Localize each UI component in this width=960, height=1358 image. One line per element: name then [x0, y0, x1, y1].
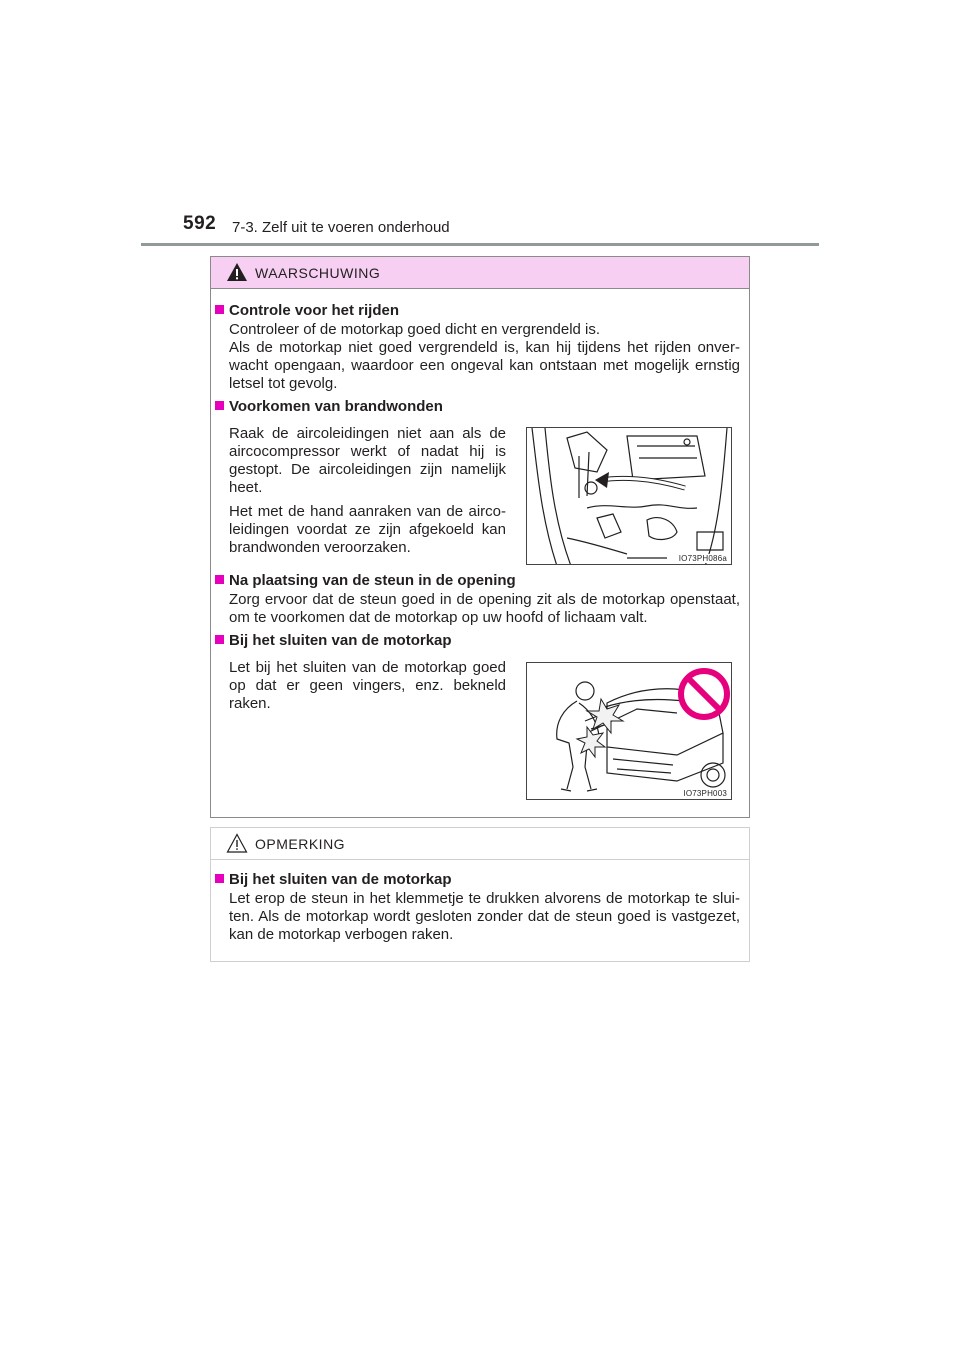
warning-item-text: Raak de aircoleidingen niet aan als de aircocompressor werkt of nadat hij is gestopt. De aircoleidingen zijn namelijk heet. Het met de hand aanraken van de airco-leidingen voordat ze zijn afgekoeld kan brandwonden veroorzaken.: [229, 425, 506, 556]
warning-item-text: Controleer of de motorkap goed dicht en vergrendeld is. Als de motorkap niet goed vergrendeld is, kan hij tijdens het rijden onver-wacht opengaan, waardoor een ongeval kan ontstaan met mogelijk ernstig letsel tot gevolg.: [229, 321, 740, 392]
warning-header: [211, 257, 749, 289]
image-code: IO73PH003: [683, 789, 727, 798]
note-item-text: Let erop de steun in het klemmetje te drukken alvorens de motorkap te slui-ten. Als de motorkap wordt gesloten zonder dat de steun goed is vastgezet, kan de motorkap verbogen raken.: [229, 890, 740, 943]
note-triangle-icon: [226, 833, 248, 853]
prohibition-icon: [677, 667, 731, 721]
header-rule: [141, 243, 819, 246]
engine-bay-illustration: [526, 427, 732, 565]
page-number: 592: [183, 213, 217, 234]
warning-triangle-icon: [226, 262, 248, 282]
warning-item-title: Na plaatsing van de steun in de opening: [215, 572, 516, 589]
closing-hood-illustration: [526, 662, 732, 800]
note-header: [211, 828, 749, 860]
bullet-square-icon: [215, 401, 224, 410]
note-item-title: Bij het sluiten van de motorkap: [215, 871, 452, 888]
section-title: 7-3. Zelf uit te voeren onderhoud: [232, 219, 450, 236]
bullet-square-icon: [215, 305, 224, 314]
warning-item-title: Voorkomen van brandwonden: [215, 398, 443, 415]
warning-item-title: Bij het sluiten van de motorkap: [215, 632, 452, 649]
bullet-square-icon: [215, 575, 224, 584]
warning-item-text: Let bij het sluiten van de motorkap goed op dat er geen vingers, enz. bekneld raken.: [229, 659, 506, 712]
image-code: IO73PH086a: [678, 554, 727, 563]
bullet-square-icon: [215, 874, 224, 883]
engine-bay-drawing: [527, 428, 732, 565]
bullet-square-icon: [215, 635, 224, 644]
warning-label: WAARSCHUWING: [255, 265, 381, 281]
warning-item-title: Controle voor het rijden: [215, 302, 399, 319]
warning-item-text: Zorg ervoor dat de steun goed in de opening zit als de motorkap openstaat, om te voorkomen dat de motorkap op uw hoofd of lichaam valt.: [229, 591, 740, 626]
note-label: OPMERKING: [255, 836, 346, 852]
